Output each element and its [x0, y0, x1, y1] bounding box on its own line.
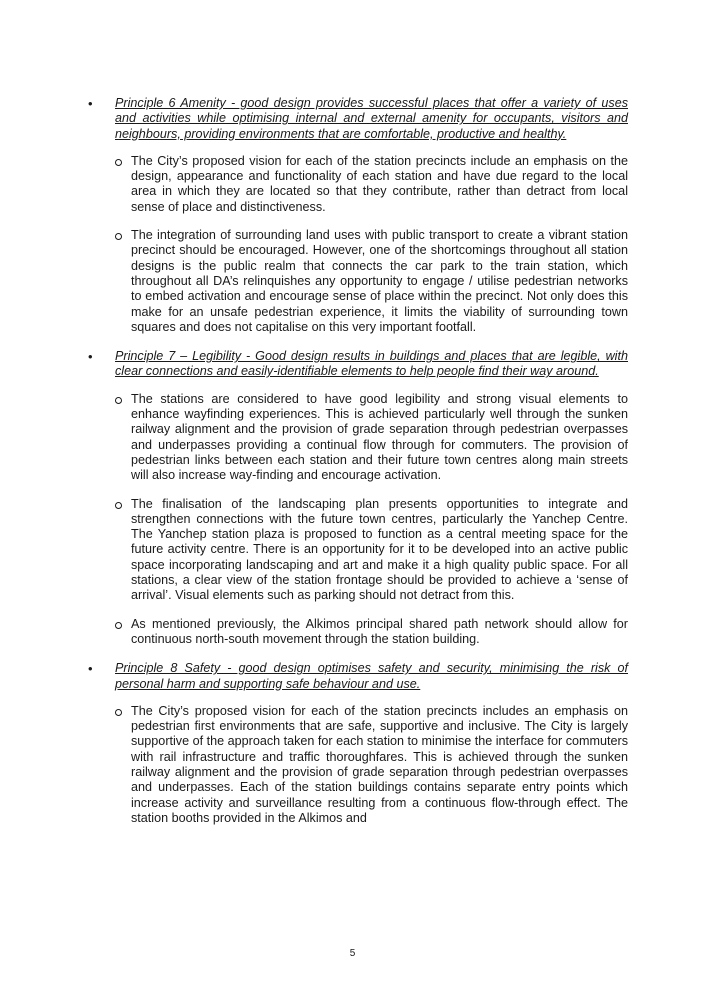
principle-8-heading — [88, 661, 628, 692]
principle-7-point-2 — [115, 497, 628, 604]
principle-6-point-1 — [115, 154, 628, 215]
page-content — [88, 96, 628, 840]
principle-7-heading-text: Principle 7 – Legibility - Good design results in buildings and places that are legible, with clear connections and easily-identifiable elements to help people find their way around. — [115, 349, 628, 379]
principle-7-point-1 — [115, 392, 628, 484]
hollow-bullet-icon — [115, 159, 122, 166]
principle-7-section — [88, 349, 628, 647]
bullet-icon: • — [88, 349, 93, 365]
principle-6-section — [88, 96, 628, 335]
hollow-bullet-icon — [115, 397, 122, 404]
point-text: The finalisation of the landscaping plan presents opportunities to integrate and strengthen connections with the future town centres, particularly the Yanchep Centre. The Yanchep station plaza is proposed to function as a central meeting space for the future activity centre. There is an opportunity for it to be developed into an active public space incorporating landscaping and art and make it a high quality public space. For all stations, a clear view of the station frontage should be provided to achieve a ‘sense of arrival’. Visual elements such as parking should not detract from this. — [131, 496, 628, 603]
point-text: The stations are considered to have good legibility and strong visual elements to enhance wayfinding experiences. This is achieved particularly well through the sunken railway alignment and the provision of grade separation through pedestrian overpasses and underpasses providing a continual flow through for commuters. The provision of pedestrian links between each station and their future town centres along main streets will also increase way-finding and encourage activation. — [131, 391, 628, 483]
principle-8-heading-text: Principle 8 Safety - good design optimises safety and security, minimising the risk of personal harm and supporting safe behaviour and use. — [115, 661, 628, 691]
bullet-icon: • — [88, 661, 93, 677]
hollow-bullet-icon — [115, 233, 122, 240]
bullet-icon: • — [88, 96, 93, 111]
point-text: The City’s proposed vision for each of the station precincts includes an emphasis on pedestrian first environments that are safe, supportive and inclusive. The City is largely supportive of the approach taken for each station to minimise the interface for commuters with rail infrastructure and traffic thoroughfares. This is achieved through the sunken railway alignment and the provision of grade separation through pedestrian overpasses and underpasses. Each of the station buildings contains separate entry points which increase activity and surveillance resulting from a continuous flow-through effect. The station booths provided in the Alkimos and — [131, 703, 629, 825]
principle-8-point-1 — [115, 704, 628, 826]
principle-6-heading — [88, 96, 628, 142]
principle-8-section — [88, 661, 628, 826]
point-text: The integration of surrounding land uses with public transport to create a vibrant station precinct should be encouraged. However, one of the shortcomings throughout all station designs is the public realm that connects the car park to the train station, which throughout all DA’s relinquishes any opportunity to engage / utilise pedestrian networks to embed activation and encourage sense of place within the precinct. Not only does this make for an unsafe pedestrian experience, it limits the viability of surrounding town squares and does not capitalise on this very important footfall. — [131, 228, 628, 334]
principle-7-point-3 — [115, 617, 628, 648]
point-text: The City’s proposed vision for each of the station precincts include an emphasis on the design, appearance and functionality of each station and have due regard to the local area in which they are located so that they contribute, rather than detract from local sense of place and distinctiveness. — [131, 153, 628, 214]
principle-6-point-2 — [115, 228, 628, 335]
point-text: As mentioned previously, the Alkimos principal shared path network should allow for continuous north-south movement through the station building. — [131, 616, 628, 646]
principle-6-heading-text: Principle 6 Amenity - good design provides successful places that offer a variety of uses and activities while optimising internal and external amenity for occupants, visitors and neighbours, providing environments that are comfortable, productive and healthy. — [115, 96, 628, 141]
hollow-bullet-icon — [115, 502, 122, 509]
hollow-bullet-icon — [115, 622, 122, 629]
page-number: 5 — [349, 948, 356, 959]
principle-7-heading — [88, 349, 628, 380]
hollow-bullet-icon — [115, 709, 122, 716]
